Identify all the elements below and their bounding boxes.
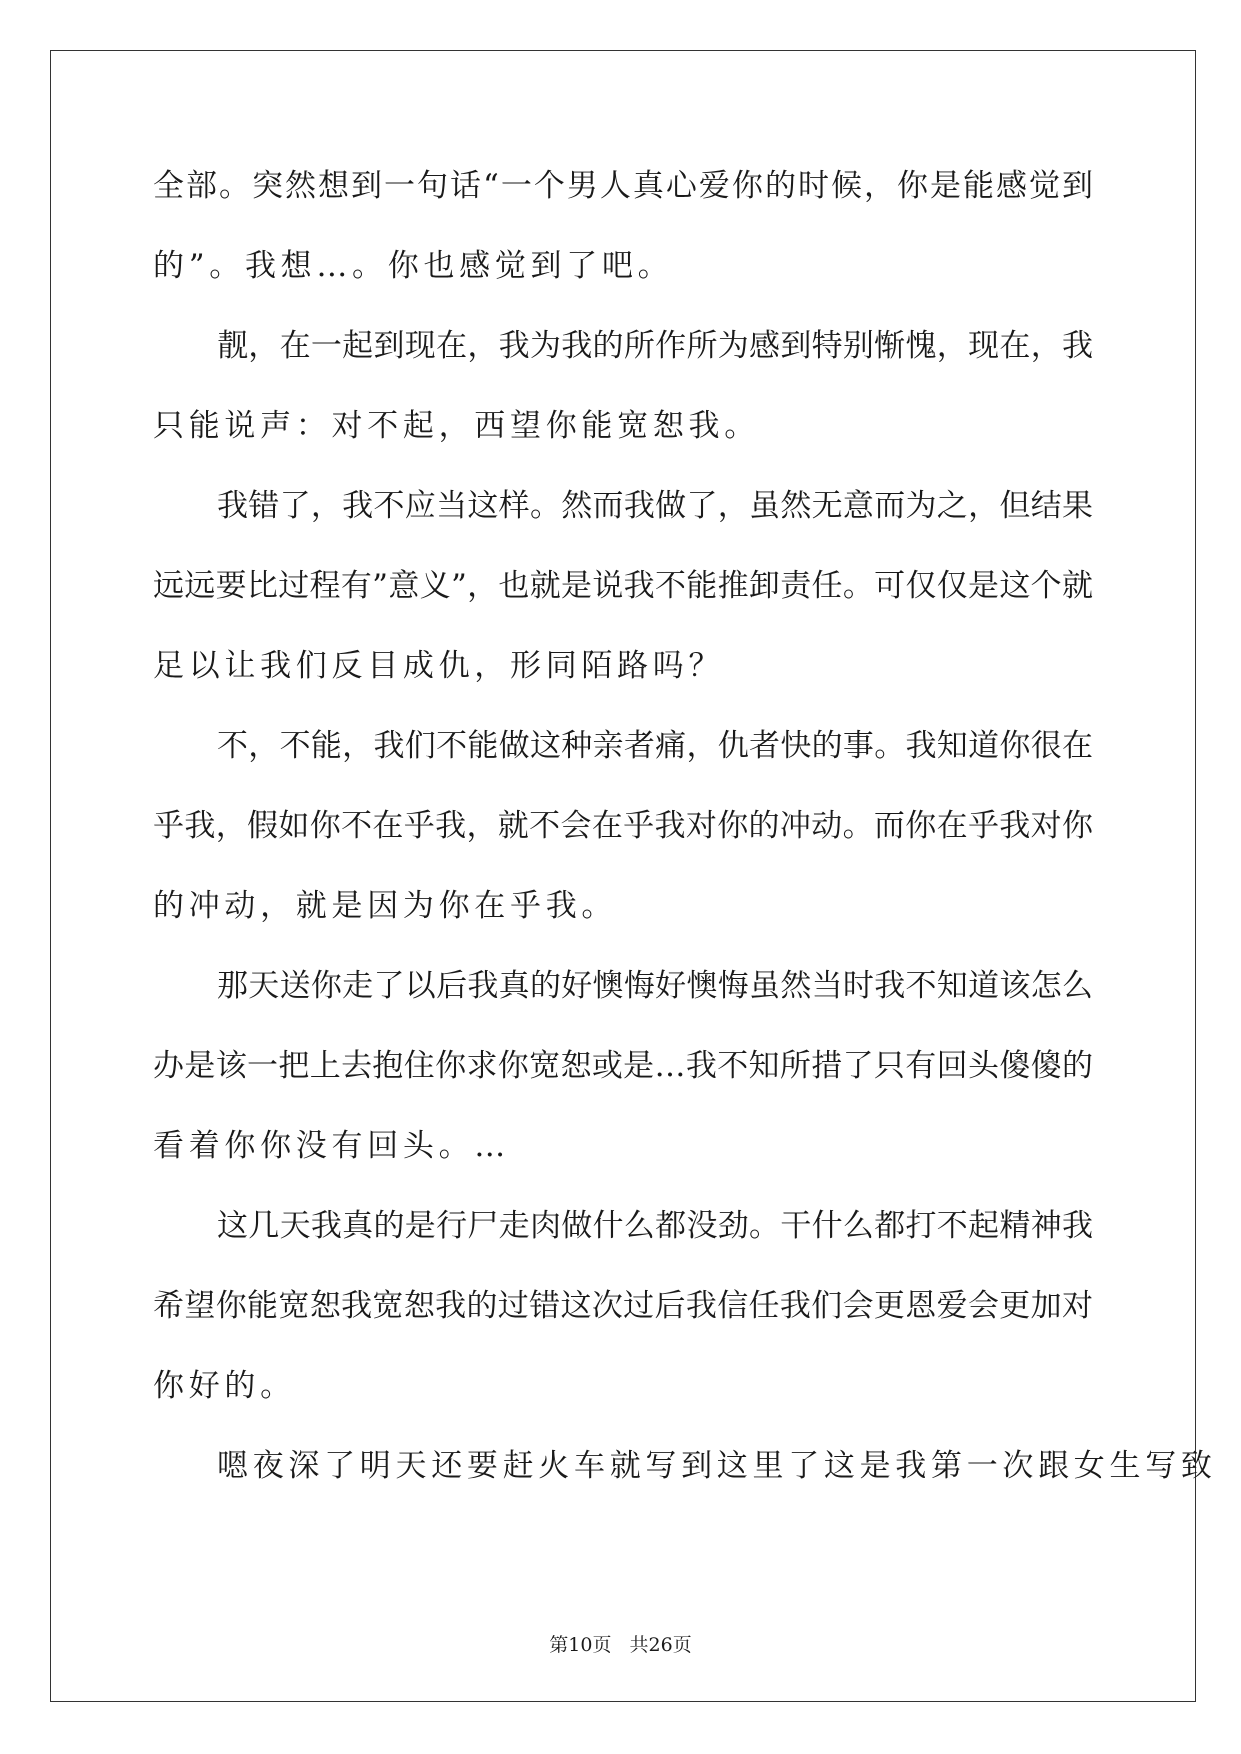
paragraph [153,1206,1093,1446]
text-line: 的”。我想…。你也感觉到了吧。 [153,248,674,284]
page-number: 第10页 [549,1634,612,1656]
paragraph [153,966,1093,1206]
text-line: 嗯夜深了明天还要赶火车就写到这里了这是我第一次跟女生写致 [217,1448,1217,1484]
text-line: 远远要比过程有”意义”，也就是说我不能推卸责任。可仅仅是这个就 [153,568,1093,604]
text-line: 办是该一把上去抱住你求你宽恕或是…我不知所措了只有回头傻傻的 [153,1048,1093,1084]
text-line: 这几天我真的是行尸走肉做什么都没劲。干什么都打不起精神我 [217,1208,1093,1244]
text-line: 靓，在一起到现在，我为我的所作所为感到特别惭愧，现在，我 [217,328,1093,364]
paragraph [153,486,1093,726]
paragraph [153,1446,1217,1526]
page-total: 共26页 [629,1634,692,1656]
text-line: 看着你你没有回头。… [153,1128,510,1164]
text-line: 你好的。 [153,1368,296,1404]
paragraph [153,726,1093,966]
text-line: 不，不能，我们不能做这种亲者痛，仇者快的事。我知道你很在 [217,728,1093,764]
paragraph [153,166,1093,326]
text-line: 那天送你走了以后我真的好懊悔好懊悔虽然当时我不知道该怎么 [217,968,1093,1004]
text-line: 只能说声：对不起，西望你能宽恕我。 [153,408,760,444]
text-line: 全部。突然想到一句话“一个男人真心爱你的时候，你是能感觉到 [153,168,1093,204]
text-line: 我错了，我不应当这样。然而我做了，虽然无意而为之，但结果 [217,488,1093,524]
text-line: 希望你能宽恕我宽恕我的过错这次过后我信任我们会更恩爱会更加对 [153,1288,1093,1324]
paragraph [153,326,1093,486]
text-line: 乎我，假如你不在乎我，就不会在乎我对你的冲动。而你在乎我对你 [153,808,1093,844]
page-footer [0,1630,1241,1657]
document-body [153,166,1217,1526]
text-line: 足以让我们反目成仇，形同陌路吗？ [153,648,725,684]
text-line: 的冲动，就是因为你在乎我。 [153,888,618,924]
